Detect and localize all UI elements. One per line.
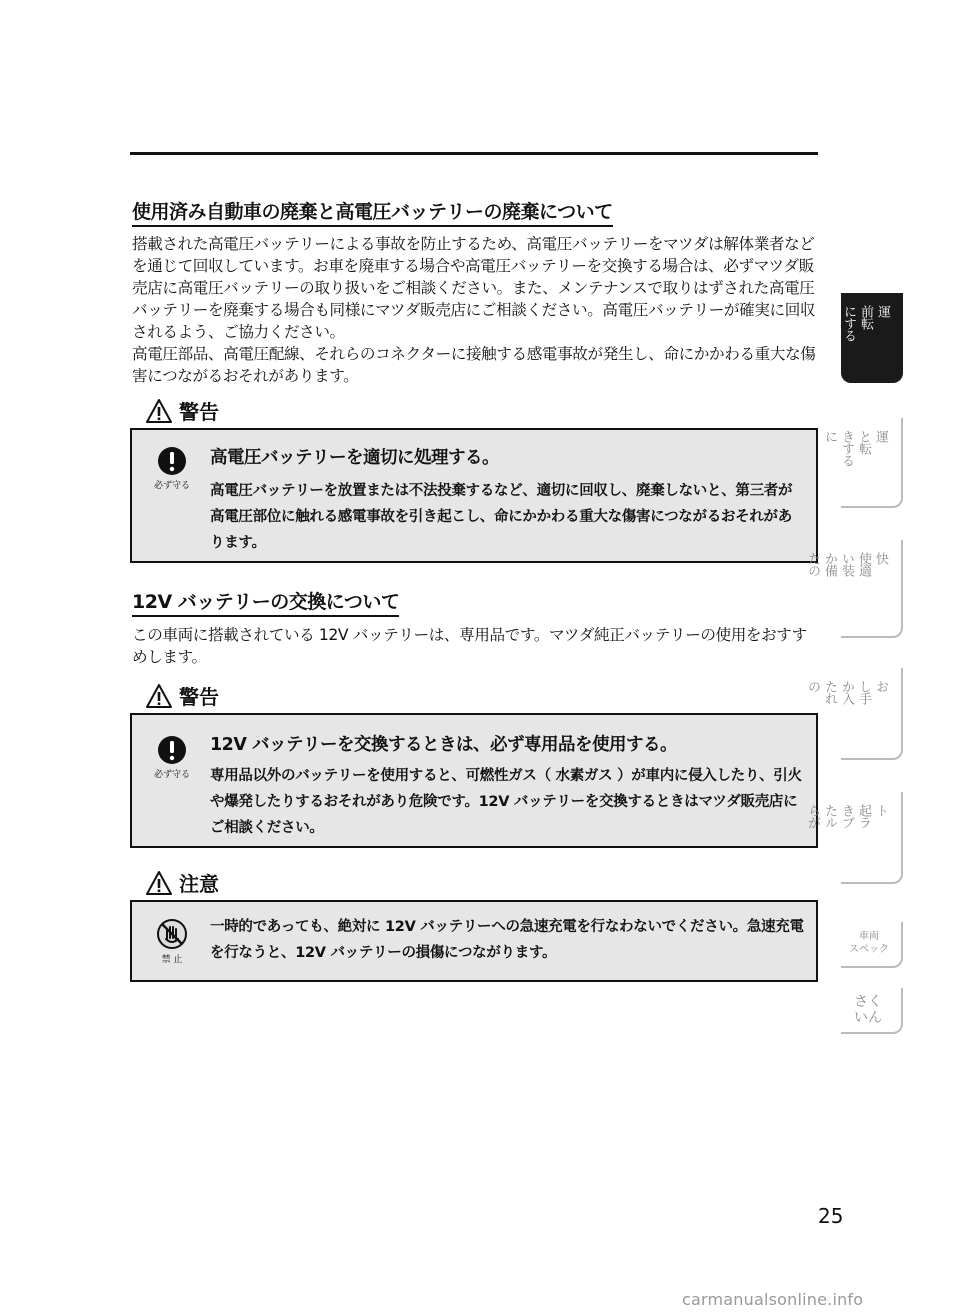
tab-label-col: たの xyxy=(805,552,820,576)
page-number: 25 xyxy=(818,1204,844,1228)
tab-label-col: い装 xyxy=(839,552,854,576)
icon-caption: 必ず守る xyxy=(153,481,190,491)
tab-label-col: お xyxy=(873,680,888,692)
tab-label-col: たル xyxy=(822,804,837,828)
warning-title-2: 12V バッテリーを交換するときは、必ず専用品を使用する。 xyxy=(210,735,677,755)
caution-header xyxy=(145,868,219,897)
tab-label-col: らが xyxy=(805,804,820,828)
tab-label-col: きする xyxy=(839,430,854,466)
tab-label-col: の xyxy=(805,680,820,692)
warning-text-2: 専用品以外のバッテリーを使用すると、可燃性ガス（ 水素ガス ）が車内に侵入したり、引火や爆発したりするおそれがあり危険です。12V バッテリーを交換するときはマツダ販売店にご相談ください。 xyxy=(210,768,802,836)
top-rule xyxy=(130,152,818,155)
tab-label-col: 運 xyxy=(873,430,888,442)
disposal-body xyxy=(132,233,822,387)
tab-label-col: きブ xyxy=(839,804,854,828)
tab-label-line: 車両 xyxy=(859,931,879,942)
warning-label: 警告 xyxy=(179,400,219,424)
tab-label-line: いん xyxy=(854,1010,882,1026)
caution-label: 注意 xyxy=(179,872,219,896)
warning-header-2 xyxy=(145,681,219,710)
tab-label-col: 運 xyxy=(875,305,890,317)
warning-triangle-icon xyxy=(145,398,173,424)
caution-triangle-icon xyxy=(145,870,173,896)
disposal-paragraph-2: 高電圧部品、高電圧配線、それらのコネクターに接触する感電事故が発生し、命にかかわる重大な傷害につながるおそれがあります。 xyxy=(132,345,816,385)
battery-12v-paragraph: この車両に搭載されている 12V バッテリーは、専用品です。マツダ純正バッテリーの使用をおすすめします。 xyxy=(132,626,807,666)
mandatory-exclamation-icon xyxy=(157,735,187,765)
tab-index[interactable] xyxy=(841,988,903,1034)
tab-when-driving[interactable] xyxy=(822,418,903,508)
watermark: carmanualsonline.info xyxy=(682,1290,864,1309)
section-heading-disposal: 使用済み自動車の廃棄と高電圧バッテリーの廃棄について xyxy=(132,200,613,227)
tab-label-col: 使適 xyxy=(856,552,871,576)
caution-text: 一時的であっても、絶対に 12V バッテリーへの急速充電を行なわないでください。急速充電を行なうと、12V バッテリーの損傷につながります。 xyxy=(210,919,804,961)
tab-vehicle-spec[interactable] xyxy=(841,922,903,968)
tab-label-col: たれ xyxy=(822,680,837,704)
warning-label: 警告 xyxy=(179,685,219,709)
tab-label-col: にする xyxy=(841,305,856,341)
icon-caption: 禁 止 xyxy=(161,955,183,965)
mandatory-icon-group xyxy=(150,735,194,781)
icon-caption: 必ず守る xyxy=(153,770,190,780)
tab-label-col: ト xyxy=(873,804,888,816)
tab-trouble[interactable] xyxy=(805,792,903,884)
tab-comfort-equipment[interactable] xyxy=(805,540,903,638)
tab-label-col: か入 xyxy=(839,680,854,704)
tab-label-col: 快 xyxy=(873,552,888,564)
caution-box xyxy=(130,900,818,982)
tab-label-col: 前転 xyxy=(858,305,873,329)
prohibition-icon-group xyxy=(150,918,194,966)
tab-label-col: か備 xyxy=(822,552,837,576)
mandatory-exclamation-icon xyxy=(157,446,187,476)
warning-header-1 xyxy=(145,396,219,425)
warning-box-1 xyxy=(130,428,818,563)
tab-label-col: し手 xyxy=(856,680,871,704)
section-heading-12v: 12V バッテリーの交換について xyxy=(132,590,399,617)
mandatory-icon-group xyxy=(150,446,194,492)
warning-text-1: 高電圧バッテリーを放置または不法投棄するなど、適切に回収し、廃棄しないと、第三者が高電圧部位に触れる感電事故を引き起こし、命にかかわる重大な傷害につながるおそれがあります。 xyxy=(210,483,793,551)
disposal-paragraph-1: 搭載された高電圧バッテリーによる事故を防止するため、高電圧バッテリーをマツダは解体業者などを通じて回収しています。お車を廃車する場合や高電圧バッテリーを交換する場合は、必ずマツダ販売店に高電圧バッテリーの取り扱いをご相談ください。また、メンテナンスで取りはずされた高電圧バッテリーを廃棄する場合も同様にマツダ販売店にご相談ください。高電圧バッテリーが確実に回収されるよう、ご協力ください。 xyxy=(132,235,816,341)
tab-label-col: 起ラ xyxy=(856,804,871,828)
tab-label-line: スペック xyxy=(849,944,889,955)
warning-triangle-icon xyxy=(145,683,173,709)
tab-before-driving[interactable] xyxy=(841,293,903,383)
warning-box-2 xyxy=(130,713,818,848)
warning-title-1: 高電圧バッテリーを適切に処理する。 xyxy=(210,448,499,468)
prohibition-hand-icon xyxy=(156,918,188,950)
tab-maintenance[interactable] xyxy=(805,668,903,760)
tab-label-col: に xyxy=(822,430,837,442)
tab-label-line: さく xyxy=(854,994,882,1010)
tab-label-col: と転 xyxy=(856,430,871,454)
